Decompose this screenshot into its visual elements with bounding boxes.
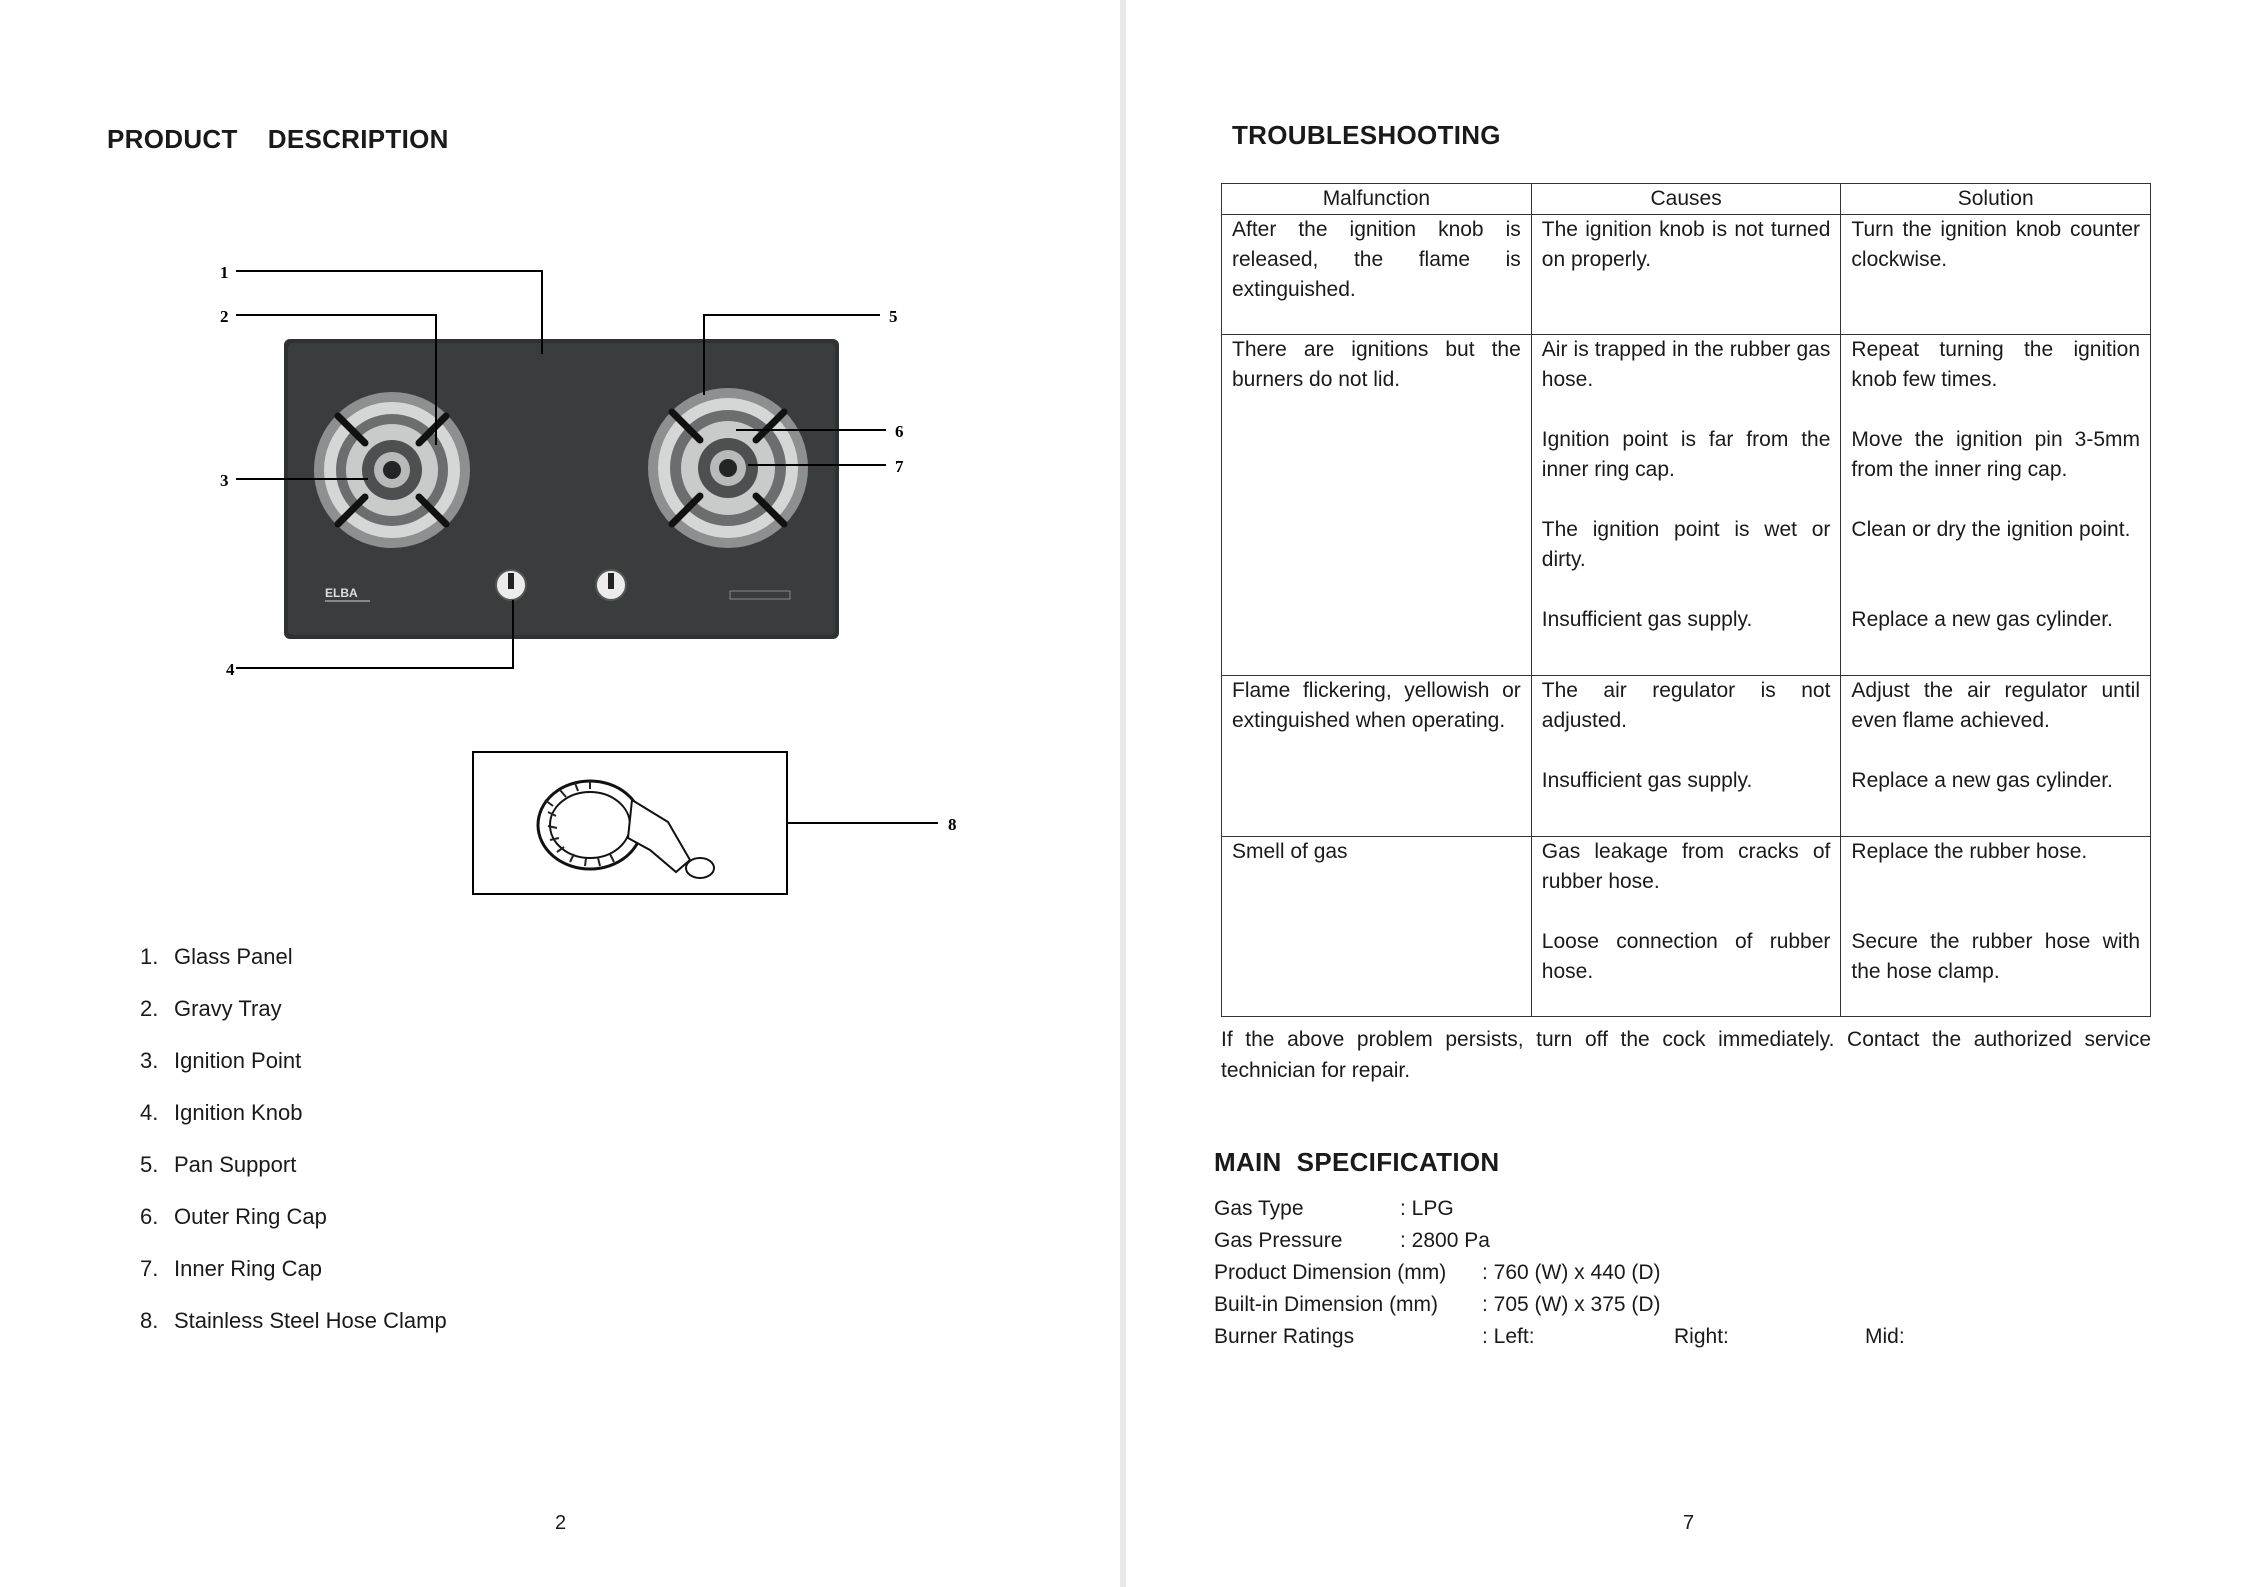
solution-cell: Repeat turning the ignition knob few times. Move the ignition pin 3-5mm from the inner ring cap. Clean or dry the ignition point. Replace a new gas cylinder.	[1841, 335, 2151, 676]
hose-clamp-illustration	[473, 752, 787, 894]
page-number: 7	[1683, 1512, 1695, 1534]
callout-4: 4	[226, 660, 235, 679]
spec-label: Gas Pressure	[1214, 1229, 1343, 1252]
spec-label: Gas Type	[1214, 1197, 1304, 1220]
list-item: 8. Stainless Steel Hose Clamp	[140, 1308, 447, 1333]
causes-cell: The air regulator is not adjusted. Insufficient gas supply.	[1531, 676, 1841, 837]
list-item: 5. Pan Support	[140, 1152, 297, 1177]
spec-value: Right:	[1674, 1325, 1729, 1348]
solution-cell: Turn the ignition knob counter clockwise.	[1841, 215, 2151, 335]
causes-cell: Air is trapped in the rubber gas hose. Ignition point is far from the inner ring cap. The ignition point is wet or dirty. Insufficient gas supply.	[1531, 335, 1841, 676]
spec-value: : 760 (W) x 440 (D)	[1482, 1261, 1661, 1284]
table-row	[1222, 335, 2151, 676]
column-header: Causes	[1531, 184, 1841, 215]
list-item: 4. Ignition Knob	[140, 1100, 303, 1125]
repair-note: If the above problem persists, turn off the cock immediately. Contact the authorized service technician for repair.	[1221, 1028, 2151, 1082]
page-title: PRODUCT DESCRIPTION	[107, 124, 449, 154]
spec-label: Product Dimension (mm)	[1214, 1261, 1447, 1284]
malfunction-cell: Flame flickering, yellowish or extinguished when operating.	[1222, 676, 1532, 837]
list-item: 2. Gravy Tray	[140, 996, 282, 1021]
list-item: 6. Outer Ring Cap	[140, 1204, 327, 1229]
table-row	[1222, 676, 2151, 837]
left-page	[0, 0, 1120, 1587]
spec-value: : 705 (W) x 375 (D)	[1482, 1293, 1661, 1316]
callout-1: 1	[220, 263, 229, 282]
callout-7: 7	[895, 457, 904, 476]
spec-value: : 2800 Pa	[1400, 1229, 1490, 1252]
malfunction-cell: After the ignition knob is released, the flame is extinguished.	[1222, 215, 1532, 335]
spec-title: MAIN SPECIFICATION	[1214, 1147, 1500, 1177]
parts-list	[140, 944, 447, 1360]
spec-label: Built-in Dimension (mm)	[1214, 1293, 1439, 1316]
callout-6: 6	[895, 422, 904, 441]
malfunction-cell: There are ignitions but the burners do not lid.	[1222, 335, 1532, 676]
spec-label: Burner Ratings	[1214, 1325, 1355, 1348]
solution-cell: Adjust the air regulator until even flame achieved. Replace a new gas cylinder.	[1841, 676, 2151, 837]
left-burner	[314, 392, 470, 548]
list-item: 1. Glass Panel	[140, 944, 293, 969]
column-header: Solution	[1841, 184, 2151, 215]
column-header: Malfunction	[1222, 184, 1532, 215]
callout-8: 8	[948, 815, 957, 834]
table-row	[1222, 837, 2151, 1017]
causes-cell: The ignition knob is not turned on properly.	[1531, 215, 1841, 335]
troubleshooting-title: TROUBLESHOOTING	[1232, 120, 1501, 150]
callout-5: 5	[889, 307, 898, 326]
callout-3: 3	[220, 471, 229, 490]
troubleshooting-table	[1221, 183, 2151, 1017]
hob-diagram	[190, 250, 990, 900]
causes-cell: Gas leakage from cracks of rubber hose. Loose connection of rubber hose.	[1531, 837, 1841, 1017]
spec-value: : Left:	[1482, 1325, 1535, 1348]
malfunction-cell: Smell of gas	[1222, 837, 1532, 1017]
brand-logo: ELBA	[325, 586, 358, 600]
right-page	[1126, 0, 2245, 1587]
page-number: 2	[555, 1512, 567, 1534]
right-burner	[648, 388, 808, 548]
spec-value: : LPG	[1400, 1197, 1454, 1220]
table-row	[1222, 215, 2151, 335]
spec-value: Mid:	[1865, 1325, 1905, 1348]
table-header-row	[1222, 184, 2151, 215]
callout-2: 2	[220, 307, 229, 326]
list-item: 7. Inner Ring Cap	[140, 1256, 322, 1281]
solution-cell: Replace the rubber hose. Secure the rubber hose with the hose clamp.	[1841, 837, 2151, 1017]
list-item: 3. Ignition Point	[140, 1048, 302, 1073]
